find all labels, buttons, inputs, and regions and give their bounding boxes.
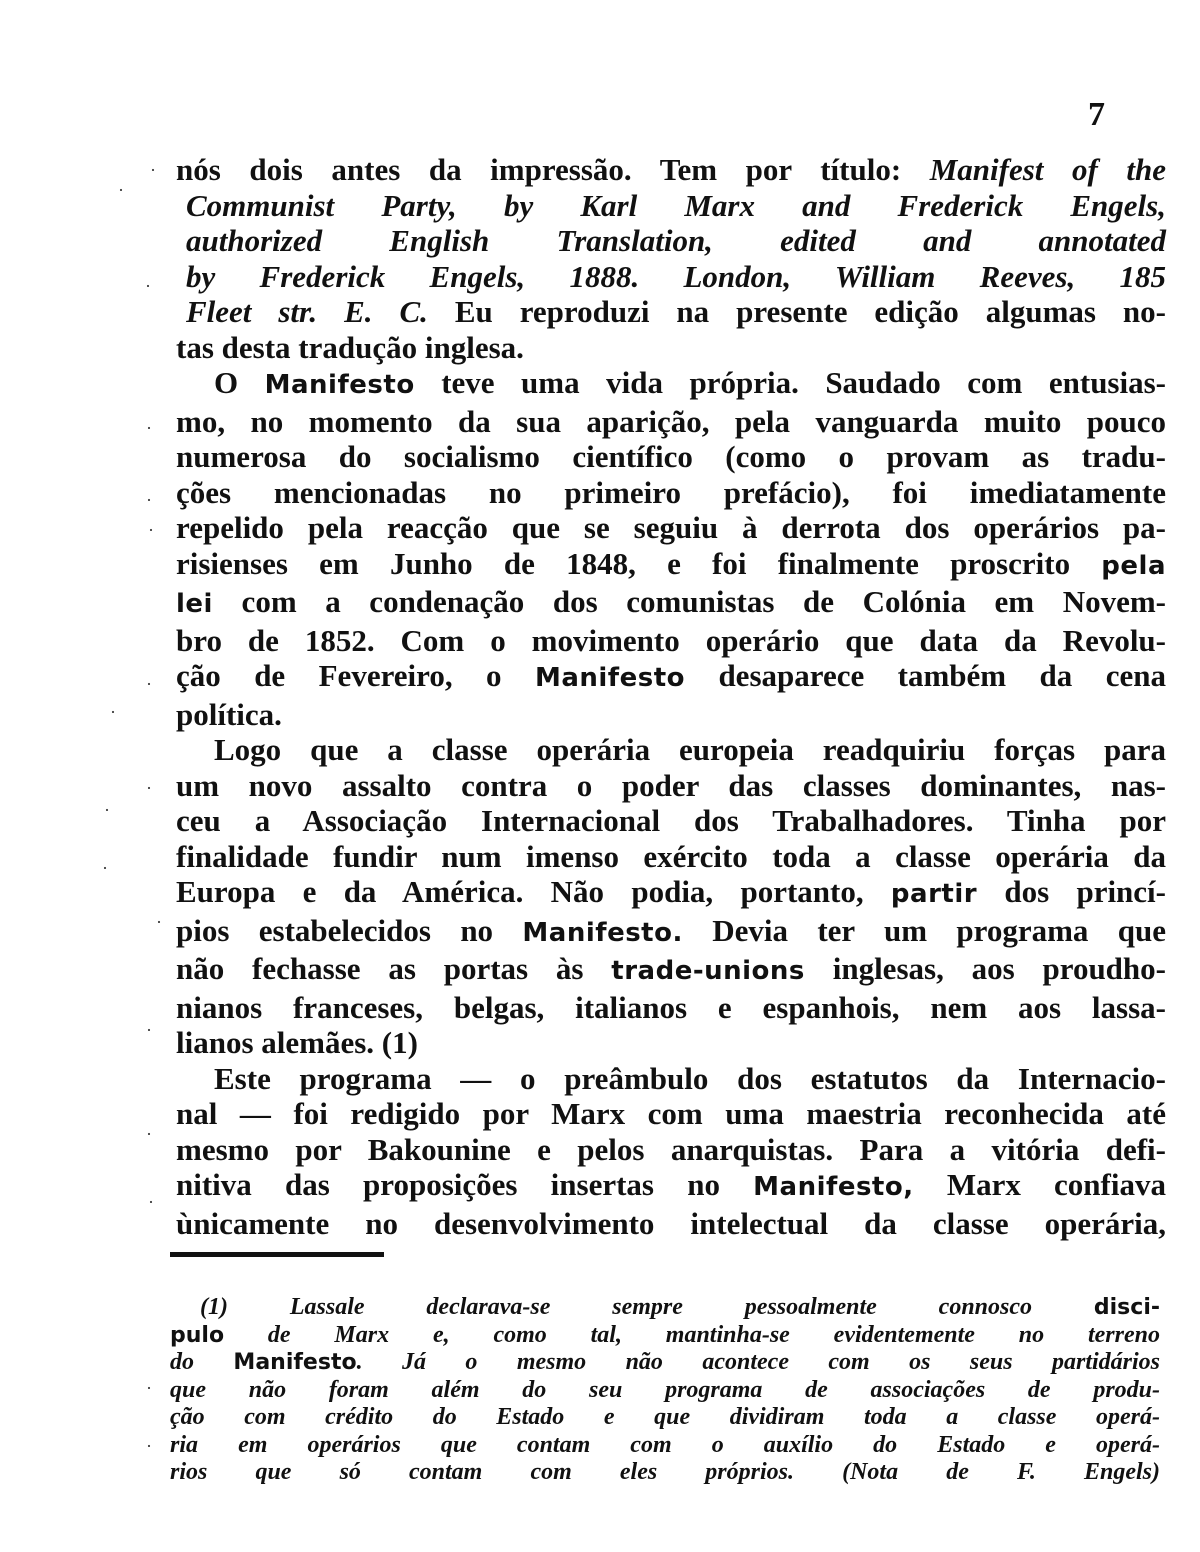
footnote-line: do Manifesto. Já o mesmo não acontece com os seus partidários	[170, 1349, 1160, 1375]
text-line: bro de 1852. Com o movimento operário que data da Revolu-	[176, 622, 1166, 658]
speck: ·	[146, 1378, 152, 1398]
text-line: política.	[176, 696, 282, 732]
paragraph-1	[176, 152, 1166, 365]
text-line: nitiva das proposições insertas no Manifesto, Marx confiava	[176, 1167, 1166, 1202]
text-line: Logo que a classe operária europeia readquiriu forças para	[214, 732, 1166, 767]
footnote-line: rios que só contam com eles próprios. (Nota de F. Engels)	[170, 1459, 1160, 1485]
footnote-line: (1) Lassale declarava-se sempre pessoalmente connosco disci-	[200, 1294, 1160, 1320]
emphasis-manifesto: Manifesto	[534, 663, 686, 693]
text-line: authorized English Translation, edited and annotated	[186, 223, 1166, 258]
text-line: um novo assalto contra o poder das classes dominantes, nas-	[176, 767, 1166, 803]
speck: ·	[146, 1436, 152, 1456]
speck: ·	[146, 1020, 152, 1040]
speck: ·	[110, 702, 116, 722]
text-line: Communist Party, by Karl Marx and Frederick Engels,	[186, 187, 1166, 223]
text-line: repelido pela reacção que se seguiu à derrota dos operários pa-	[176, 510, 1166, 545]
emphasis-discipulo: disci-	[1093, 1295, 1160, 1320]
footnote-line: pulo de Marx e, como tal, mantinha-se evidentemente no terreno	[170, 1321, 1160, 1348]
text-line: Europa e da América. Não podia, portanto, partir dos princí-	[176, 874, 1166, 909]
emphasis-manifesto: Manifesto,	[753, 1172, 914, 1202]
speck: ·	[118, 180, 124, 200]
text-line: ções mencionadas no primeiro prefácio), foi imediatamente	[176, 474, 1166, 510]
text-line: Fleet str. E. C. Eu reproduzi na presente edição algumas no-	[186, 294, 1166, 329]
text-line: Este programa — o preâmbulo dos estatutos da Internacio-	[214, 1060, 1166, 1096]
speck: ·	[146, 1124, 152, 1144]
emphasis-discipulo: pulo	[170, 1322, 225, 1348]
text-line: by Frederick Engels, 1888. London, William Reeves, 185	[186, 258, 1166, 294]
text-line: O Manifesto teve uma vida própria. Saudado com entusias-	[214, 365, 1166, 400]
emphasis-partir: partir	[890, 879, 978, 909]
text-line: nós dois antes da impressão. Tem por título: Manifest of the	[176, 152, 1166, 187]
speck: ·	[146, 418, 152, 438]
footnote-line: que não foram além do seu programa de associações de produ-	[170, 1376, 1160, 1403]
emphasis-trade-unions: trade-unions	[611, 956, 805, 986]
text-line: mo, no momento da sua aparição, pela vanguarda muito pouco	[176, 403, 1166, 439]
text-line: ção de Fevereiro, o Manifesto desaparece também da cena	[176, 658, 1166, 693]
paragraph-2	[176, 365, 1166, 732]
text-line: ceu a Associação Internacional dos Trabalhadores. Tinha por	[176, 803, 1166, 838]
paragraph-3	[176, 732, 1166, 1061]
emphasis-manifesto: Manifesto	[233, 1350, 357, 1375]
speck: ·	[150, 160, 156, 180]
footnote	[170, 1294, 1160, 1487]
page-number: 7	[1088, 96, 1105, 133]
speck: ·	[146, 778, 152, 798]
text-line: nal — foi redigido por Marx com uma maestria reconhecida até	[176, 1096, 1166, 1131]
footnote-line: ria em operários que contam com o auxílio do Estado e operá-	[170, 1431, 1160, 1458]
emphasis-lei: lei	[176, 589, 213, 619]
text-line: mesmo por Bakounine e pelos anarquistas. Para a vitória defi-	[176, 1131, 1166, 1167]
text-line: lei com a condenação dos comunistas de Colónia em Novem-	[176, 584, 1166, 619]
emphasis-pela: pela	[1101, 550, 1166, 581]
footnote-divider	[170, 1252, 384, 1257]
speck: ·	[146, 490, 152, 510]
speck: ·	[102, 858, 108, 878]
text-line: numerosa do socialismo científico (como o provam as tradu-	[176, 439, 1166, 474]
emphasis-manifesto: Manifesto.	[522, 917, 683, 948]
text-line: pios estabelecidos no Manifesto. Devia ter um programa que	[176, 912, 1166, 948]
speck: ·	[146, 674, 152, 694]
text-line: finalidade fundir num imenso exército toda a classe operária da	[176, 838, 1166, 874]
speck: ·	[148, 1192, 154, 1212]
text-line: ùnicamente no desenvolvimento intelectual da classe operária,	[176, 1205, 1166, 1241]
paragraph-4	[176, 1061, 1166, 1242]
text-line: nianos franceses, belgas, italianos e espanhois, nem aos lassa-	[176, 989, 1166, 1025]
text-line: não fechasse as portas às trade-unions inglesas, aos proudho-	[176, 951, 1166, 986]
speck: ·	[156, 912, 162, 932]
text-line: tas desta tradução inglesa.	[176, 329, 524, 365]
text-line: risienses em Junho de 1848, e foi finalmente proscrito pela	[176, 545, 1166, 581]
text-line: lianos alemães. (1)	[176, 1025, 418, 1060]
emphasis-manifesto: Manifesto	[264, 370, 415, 400]
speck: ·	[104, 800, 110, 820]
speck: ·	[148, 520, 154, 540]
speck: ·	[145, 276, 151, 296]
main-text	[176, 152, 1166, 1241]
footnote-line: ção com crédito do Estado e que dividiram toda a classe operá-	[170, 1404, 1160, 1430]
